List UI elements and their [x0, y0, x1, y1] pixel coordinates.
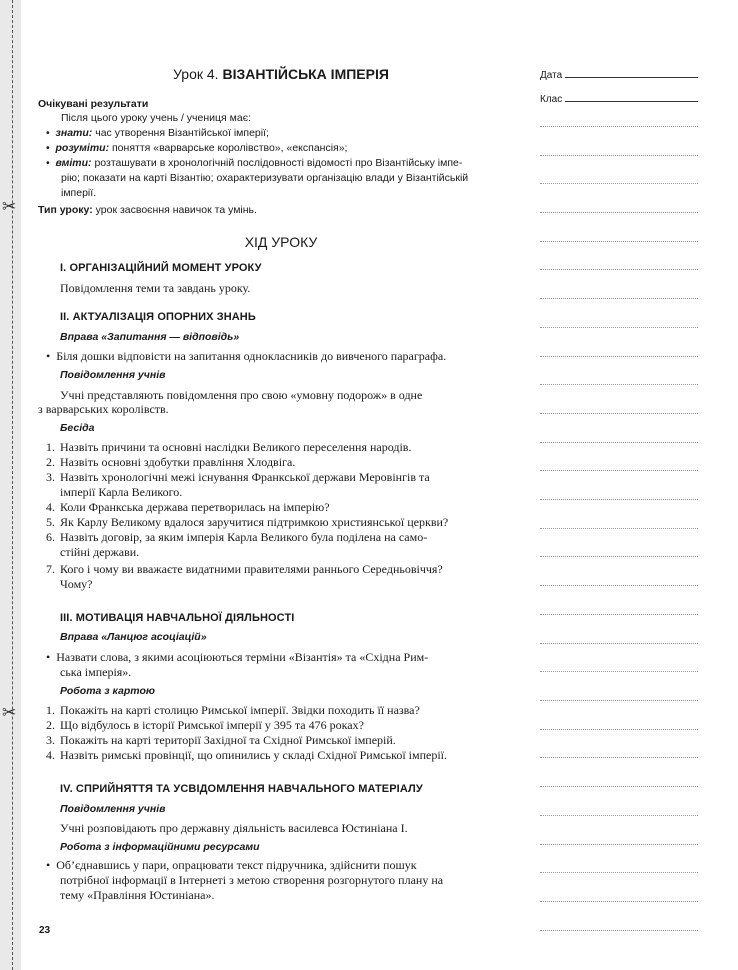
section-heading: I. ОРГАНІЗАЦІЙНИЙ МОМЕНТ УРОКУ — [60, 262, 262, 274]
bullet-item: • Біля дошки відповісти на запитання однокласників до вивченого параграфа. — [46, 349, 447, 363]
question-item: 1. Назвіть причини та основні наслідки Великого переселення народів. — [46, 440, 412, 454]
note-rule-line — [540, 815, 698, 816]
date-field[interactable]: Дата — [540, 68, 698, 81]
exercise-title: Робота з картою — [60, 685, 155, 697]
class-field[interactable]: Клас — [540, 92, 698, 105]
question-item-cont: імперії Карла Великого. — [60, 485, 183, 499]
section-heading: III. МОТИВАЦІЯ НАВЧАЛЬНОЇ ДІЯЛЬНОСТІ — [60, 612, 295, 624]
paragraph-line: Учні представляють повідомлення про свою «умовну подорож» в одне — [60, 388, 423, 402]
exercise-title: Бесіда — [60, 422, 95, 434]
note-rule-line — [540, 700, 698, 701]
question-item: 7. Кого і чому ви вважаєте видатними правителями раннього Середньовіччя? — [46, 562, 443, 576]
question-item-cont: стійні держави. — [60, 545, 140, 559]
note-rule-line — [540, 155, 698, 156]
note-rule-line — [540, 901, 698, 902]
question-item: 4. Коли Франкська держава перетворилась на імперію? — [46, 500, 330, 514]
bullet-item-cont: ська імперія». — [60, 665, 132, 679]
expected-item: • знати: час утворення Візантійської імперії; — [46, 127, 269, 139]
question-item-cont: Чому? — [60, 577, 93, 591]
lesson-title: Урок 4. ВІЗАНТІЙСЬКА ІМПЕРІЯ — [173, 66, 389, 82]
expected-item: • розуміти: поняття «варварське королівство», «експансія»; — [46, 142, 348, 154]
expected-item: • вміти: розташувати в хронологічній послідовності відомості про Візантійську імпе- — [46, 157, 463, 169]
bullet-item: • Об’єднавшись у пари, опрацювати текст підручника, здійснити пошук — [46, 858, 417, 872]
note-rule-line — [540, 183, 698, 184]
note-rule-line — [540, 327, 698, 328]
paragraph-line: Учні розповідають про державну діяльність василевса Юстиніана I. — [60, 821, 408, 835]
note-rule-line — [540, 298, 698, 299]
note-rule-line — [540, 470, 698, 471]
lesson-title-text: ВІЗАНТІЙСЬКА ІМПЕРІЯ — [222, 66, 389, 82]
scissors-icon: ✂ — [2, 703, 17, 722]
exercise-title: Вправа «Запитання — відповідь» — [60, 331, 240, 343]
note-rule-line — [540, 930, 698, 931]
note-rule-line — [540, 786, 698, 787]
note-rule-line — [540, 442, 698, 443]
lesson-type: Тип уроку: урок засвоєння навичок та умінь. — [38, 204, 257, 216]
expected-intro: Після цього уроку учень / учениця має: — [61, 112, 251, 124]
scissors-icon: ✂ — [2, 197, 17, 216]
exercise-title: Повідомлення учнів — [60, 803, 166, 815]
note-rule-line — [540, 241, 698, 242]
expected-heading: Очікувані результати — [38, 98, 149, 110]
note-rule-line — [540, 643, 698, 644]
question-item: 3. Покажіть на карті території Західної та Східної Римської імперій. — [46, 733, 396, 747]
note-rule-line — [540, 614, 698, 615]
note-rule-line — [540, 844, 698, 845]
exercise-title: Вправа «Ланцюг асоціацій» — [60, 631, 207, 643]
note-rule-line — [540, 872, 698, 873]
bullet-item: • Назвати слова, з якими асоціюються терміни «Візантія» та «Східна Рим- — [46, 650, 429, 664]
note-rule-line — [540, 126, 698, 127]
exercise-title: Робота з інформаційними ресурсами — [60, 841, 260, 853]
page-number-box — [21, 922, 74, 940]
bullet-item-cont: потрібної інформації в Інтернеті з метою створення розгорнутого плану на — [60, 873, 444, 887]
expected-item-cont: рію; показати на карті Візантію; охарактеризувати організацію влади у Візантійській — [61, 172, 469, 184]
note-rule-line — [540, 356, 698, 357]
course-heading: ХІД УРОКУ — [244, 234, 318, 250]
question-item: 4. Назвіть римські провінції, що опинились у складі Східної Римської імперії. — [46, 748, 447, 762]
note-rule-line — [540, 556, 698, 557]
exercise-title: Повідомлення учнів — [60, 369, 166, 381]
note-rule-line — [540, 729, 698, 730]
section-heading: IV. СПРИЙНЯТТЯ ТА УСВІДОМЛЕННЯ НАВЧАЛЬНОГО МАТЕРІАЛУ — [60, 783, 423, 795]
note-rule-line — [540, 585, 698, 586]
note-rule-line — [540, 413, 698, 414]
paragraph-line: з варварських королівств. — [38, 402, 169, 416]
question-item: 2. Назвіть основні здобутки правління Хлодвіга. — [46, 455, 296, 469]
note-rule-line — [540, 384, 698, 385]
question-item: 6. Назвіть договір, за яким імперія Карла Великого була поділена на само- — [46, 530, 428, 544]
question-item: 2. Що відбулось в історії Римської імперії у 395 та 476 роках? — [46, 718, 364, 732]
question-item: 3. Назвіть хронологічні межі існування Франкської держави Меровінгів та — [46, 470, 430, 484]
note-rule-line — [540, 671, 698, 672]
note-rule-line — [540, 269, 698, 270]
question-item: 1. Покажіть на карті столицю Римської імперії. Звідки походить її назва? — [46, 703, 420, 717]
note-rule-line — [540, 499, 698, 500]
section-text: Повідомлення теми та завдань уроку. — [60, 281, 251, 295]
note-rule-line — [540, 528, 698, 529]
question-item: 5. Як Карлу Великому вдалося заручитися підтримкою християнської церкви? — [46, 515, 449, 529]
page-number: 23 — [39, 925, 51, 936]
expected-item-cont: імперії. — [61, 187, 97, 199]
note-rule-line — [540, 212, 698, 213]
cut-line — [12, 0, 13, 970]
bullet-item-cont: тему «Правління Юстиніана». — [60, 888, 215, 902]
section-heading: II. АКТУАЛІЗАЦІЯ ОПОРНИХ ЗНАНЬ — [60, 311, 256, 323]
note-rule-line — [540, 757, 698, 758]
